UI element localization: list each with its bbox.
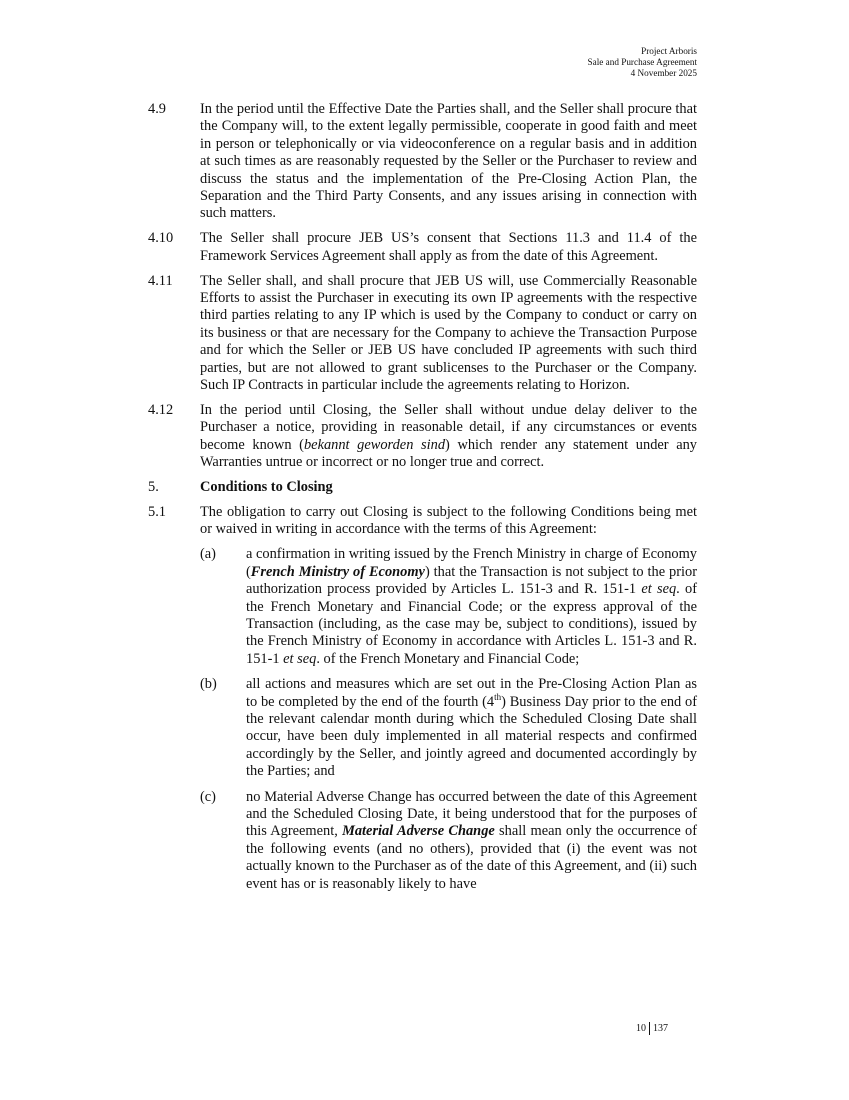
sub-clause-label: (c) (200, 788, 216, 805)
sub-clause-text (246, 676, 697, 780)
clause-text: The obligation to carry out Closing is subject to the following Conditions being met or waived in writing in accordance with the terms of this Agreement: (200, 504, 697, 538)
latin-term: et seq (283, 650, 317, 667)
clause-number: 4.11 (148, 272, 173, 289)
page-footer (636, 1022, 668, 1035)
header-date: 4 November 2025 (630, 68, 697, 78)
clause-4-12 (148, 402, 697, 472)
condition-b (200, 676, 697, 780)
clause-number: 4.10 (148, 230, 174, 247)
sub-clause-text (246, 789, 697, 893)
text-part: In the period until Closing, the Seller shall without undue delay deliver to the Purchaser a notice, providing in reasonable detail, if any circumstances or events become known ( (200, 402, 697, 453)
text-part: . of the French Monetary and Financial Code; (316, 650, 580, 667)
page-number: 10 (636, 1023, 646, 1034)
text-part: ) Business Day prior to the end of the relevant calendar month during which the Scheduled Closing Date shall occur, have been duly implemented in all material respects and confirmed accordingly by the Seller, and jointly agreed and documented accordingly by the Parties; and (246, 693, 697, 780)
condition-a (200, 546, 697, 668)
page-separator (649, 1022, 650, 1035)
defined-term: Material Adverse Change (342, 823, 495, 840)
ordinal-suffix: th (494, 691, 502, 702)
section-number: 5. (148, 479, 159, 496)
sub-clause-text (246, 546, 697, 668)
text-part: ) which render any statement under any Warranties untrue or incorrect or no longer true and correct. (200, 436, 697, 471)
header-project: Project Arboris (641, 46, 697, 56)
clause-text (200, 402, 697, 472)
clause-text: The Seller shall procure JEB US’s consent that Sections 11.3 and 11.4 of the Framework Services Agreement shall apply as from the date of this Agreement. (200, 230, 697, 264)
clause-4-11 (148, 273, 697, 395)
german-term: bekannt geworden sind (303, 436, 446, 453)
sub-clause-label: (b) (200, 676, 217, 693)
clause-4-9 (148, 101, 697, 223)
document-body (148, 101, 697, 901)
text-part: shall mean only the occurrence of the following events (and no others), provided that (i) the event was not actually known to the Purchaser as of the date of this Agreement, and (ii) such event has or is reasonably likely to have (246, 823, 697, 892)
clause-5-1 (148, 504, 697, 539)
latin-term: et seq (641, 581, 677, 598)
text-part: ) that the Transaction is not subject to the prior authorization process provided by Articles L. 151-3 and R. 151-1 (246, 563, 697, 598)
condition-c (200, 789, 697, 893)
document-header (588, 46, 697, 79)
header-doc-title: Sale and Purchase Agreement (587, 57, 697, 67)
text-part: no Material Adverse Change has occurred between the date of this Agreement and the Scheduled Closing Date, it being understood that for the purposes of this Agreement, (246, 788, 697, 840)
text-part: a confirmation in writing issued by the French Ministry in charge of Economy ( (246, 546, 697, 580)
text-part: all actions and measures which are set out in the Pre-Closing Action Plan as to be completed by the end of the fourth (4 (246, 676, 697, 710)
clause-number: 5.1 (148, 504, 166, 521)
page-total: 137 (653, 1023, 668, 1034)
defined-term: French Ministry of Economy (250, 563, 425, 580)
clause-4-10 (148, 230, 697, 265)
clause-text: In the period until the Effective Date the Parties shall, and the Seller shall procure that the Company will, to the extent legally permissible, cooperate in good faith and meet in person or telephonically or via videoconference on a regular basis and in addition at such times as are reasonably requested by the Seller or the Purchaser to review and discuss the status and the implementation of the Pre-Closing Action Plan, the Separation and the Third Party Consents, and any issues arising in connection with such matters. (200, 101, 697, 222)
sub-clause-label: (a) (200, 546, 216, 563)
clause-number: 4.12 (148, 402, 174, 418)
clause-number: 4.9 (148, 101, 166, 117)
text-part: . of the French Monetary and Financial Code; or the express approval of the Transaction (including, as the case may be, subject to conditions), issued by the French Ministry of Economy in accordance with Articles L. 151-3 and R. 151-1 (246, 581, 698, 667)
section-title: Conditions to Closing (200, 479, 333, 496)
section-5-heading (148, 479, 697, 496)
clause-text: The Seller shall, and shall procure that JEB US will, use Commercially Reasonable Efforts to assist the Purchaser in executing its own IP agreements with the respective third parties relating to any IP which is used by the Company to conduct or carry on its business or that are necessary for the Company to achieve the Transaction Purpose and for which the Seller or JEB US have concluded IP agreements with such third parties, but are not allowed to grant sublicenses to the Purchaser or the Company. Such IP Contracts in particular include the agreements relating to Horizon. (200, 272, 697, 394)
